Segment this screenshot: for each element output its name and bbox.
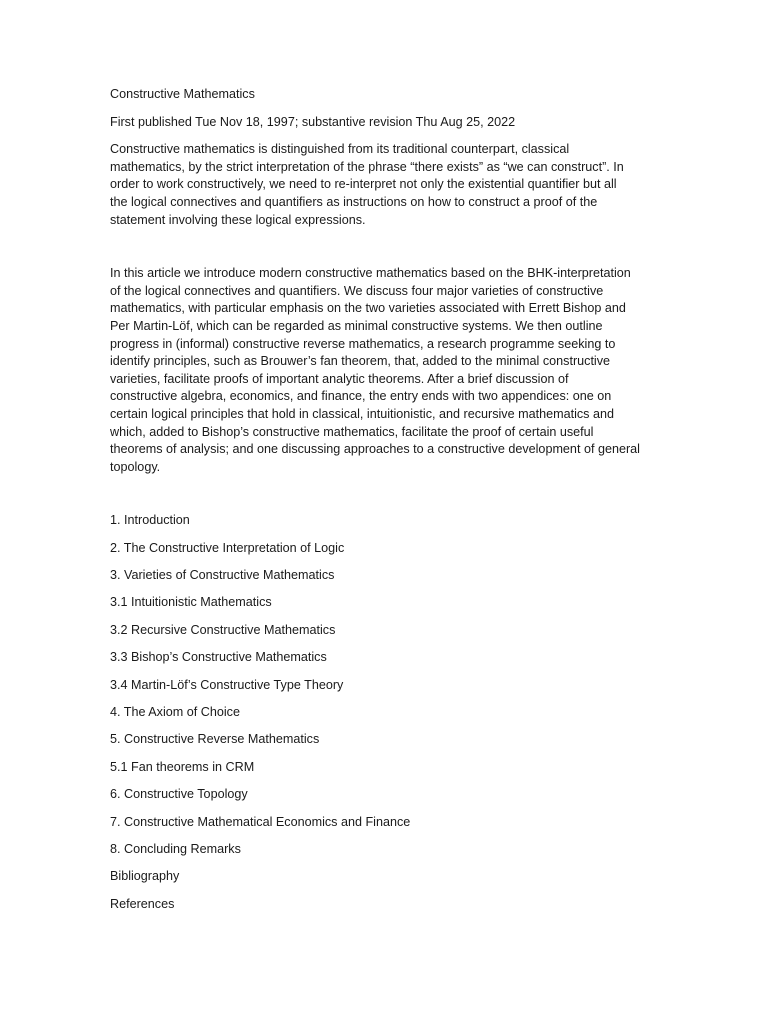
toc-item-bishop: 3.3 Bishop’s Constructive Mathematics <box>110 650 327 665</box>
toc-item-varieties: 3. Varieties of Constructive Mathematics <box>110 568 335 583</box>
document-title: Constructive Mathematics <box>110 87 255 101</box>
toc-item-martin-lof: 3.4 Martin-Löf’s Constructive Type Theory <box>110 677 344 692</box>
paragraph-line: In this article we introduce modern constructive mathematics based on the BHK-interpretation <box>110 266 631 281</box>
paragraph-line: of the logical connectives and quantifiers. We discuss four major varieties of constructive <box>110 283 604 298</box>
paragraph-line: topology. <box>110 459 161 474</box>
paragraph-line: mathematics, by the strict interpretation of the phrase “there exists” as “we can construct”. In <box>110 159 624 174</box>
paragraph-overview <box>110 265 660 476</box>
paragraph-line: constructive algebra, economics, and finance, the entry ends with two appendices: one on <box>110 389 612 404</box>
toc-item-bibliography: Bibliography <box>110 869 180 884</box>
paragraph-line: identify principles, such as Brouwer’s fan theorem, that, added to the minimal constructive <box>110 354 611 369</box>
document-body <box>110 86 660 923</box>
toc-item-concluding-remarks: 8. Concluding Remarks <box>110 841 241 856</box>
paragraph-line: certain logical principles that hold in classical, intuitionistic, and recursive mathematics and <box>110 406 614 421</box>
toc-item-economics-finance: 7. Constructive Mathematical Economics and Finance <box>110 814 411 829</box>
paragraph-line: which, added to Bishop’s constructive mathematics, facilitate the proof of certain useful <box>110 424 594 439</box>
toc-item-introduction: 1. Introduction <box>110 513 190 528</box>
paragraph-line: progress in (informal) constructive reverse mathematics, a research programme seeking to <box>110 336 616 351</box>
toc-item-intuitionistic: 3.1 Intuitionistic Mathematics <box>110 595 272 610</box>
publication-info: First published Tue Nov 18, 1997; substantive revision Thu Aug 25, 2022 <box>110 114 516 129</box>
table-of-contents <box>110 512 660 913</box>
paragraph-line: Per Martin-Löf, which can be regarded as minimal constructive systems. We then outline <box>110 318 603 333</box>
toc-item-recursive: 3.2 Recursive Constructive Mathematics <box>110 622 336 637</box>
toc-item-axiom-of-choice: 4. The Axiom of Choice <box>110 705 240 720</box>
toc-item-reverse-mathematics: 5. Constructive Reverse Mathematics <box>110 732 320 747</box>
paragraph-line: Constructive mathematics is distinguished from its traditional counterpart, classical <box>110 142 570 157</box>
paragraph-intro <box>110 141 660 229</box>
toc-item-topology: 6. Constructive Topology <box>110 787 248 802</box>
paragraph-line: varieties, facilitate proofs of important analytic theorems. After a brief discussion of <box>110 371 569 386</box>
paragraph-line: mathematics, with particular emphasis on the two varieties associated with Errett Bishop and <box>110 301 626 316</box>
toc-item-fan-theorems: 5.1 Fan theorems in CRM <box>110 759 255 774</box>
toc-item-interpretation-of-logic: 2. The Constructive Interpretation of Logic <box>110 540 345 555</box>
paragraph-line: theorems of analysis; and one discussing approaches to a constructive development of general <box>110 442 640 457</box>
toc-item-references: References <box>110 896 175 911</box>
paragraph-line: order to work constructively, we need to re-interpret not only the existential quantifier but all <box>110 177 617 192</box>
paragraph-line: the logical connectives and quantifiers as instructions on how to construct a proof of the <box>110 194 598 209</box>
paragraph-line: statement involving these logical expressions. <box>110 212 366 227</box>
